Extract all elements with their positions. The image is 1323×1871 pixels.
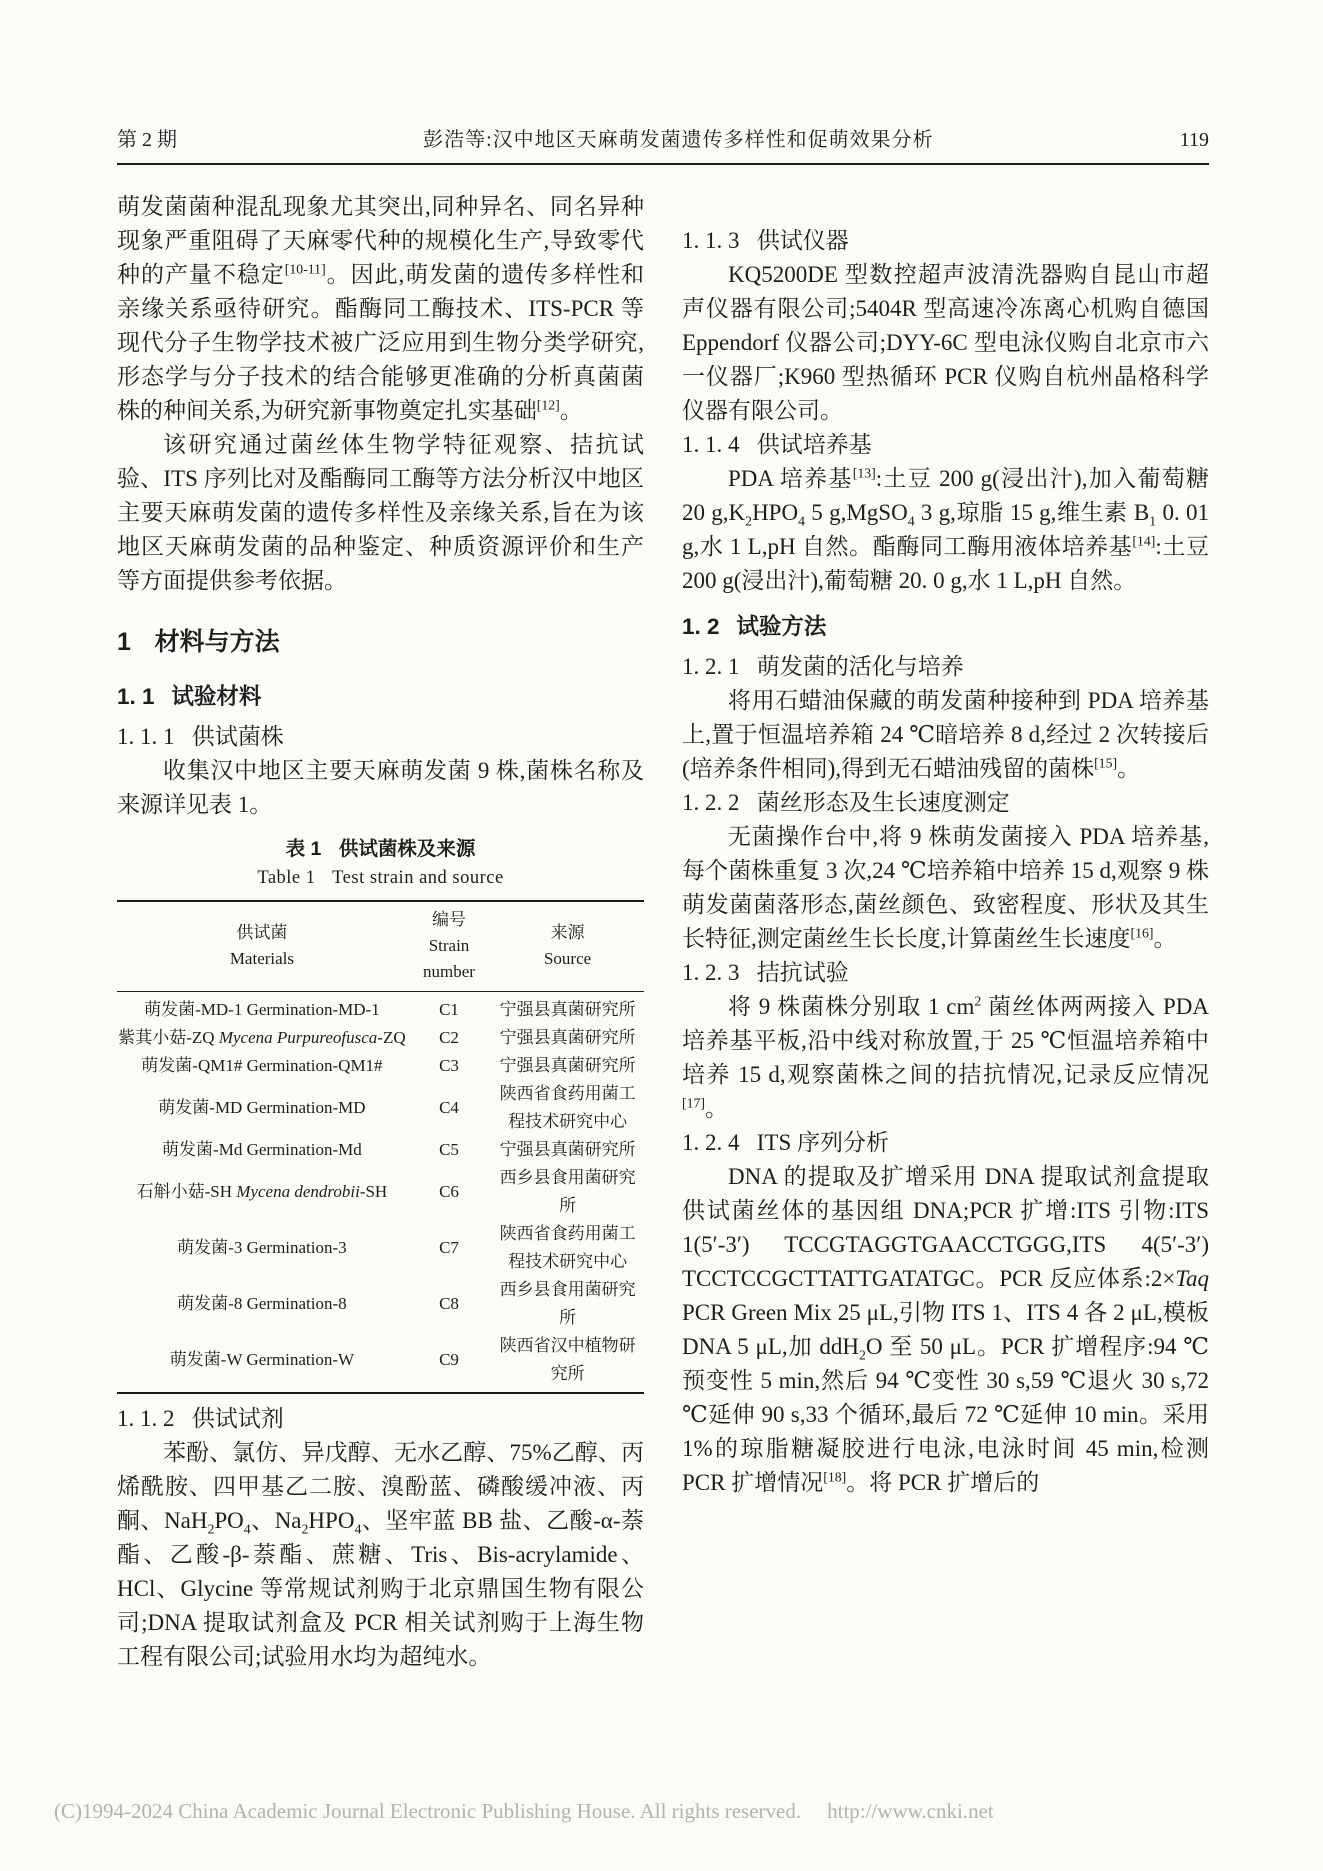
cell-source: 西乡县食用菌研究所 xyxy=(499,1168,636,1215)
cell-material: 石斛小菇-SH Mycena dendrobii-SH xyxy=(136,1182,388,1201)
cell-strain-number: C3 xyxy=(439,1056,459,1075)
cell-source: 陕西省食药用菌工程技术研究中心 xyxy=(499,1084,636,1131)
table-header-row xyxy=(117,901,644,992)
section-heading-1-2-1: 1. 2. 1 萌发菌的活化与培养 xyxy=(682,654,964,679)
table-caption-zh: 表 1 供试菌株及来源 xyxy=(285,838,476,860)
paragraph: 将用石蜡油保藏的萌发菌种接种到 PDA 培养基上,置于恒温培养箱 24 ℃暗培养 8 d,经过 2 次转接后(培养条件相同),得到无石蜡油残留的菌株[15]。 xyxy=(682,688,1209,781)
cell-strain-number: C4 xyxy=(439,1098,459,1117)
page-header xyxy=(117,128,1209,165)
cell-material: 萌发菌-MD-1 Germination-MD-1 xyxy=(144,1000,380,1019)
paragraph: 苯酚、氯仿、异戊醇、无水乙醇、75%乙醇、丙烯酰胺、四甲基乙二胺、溴酚蓝、磷酸缓冲液、丙酮、$NaH_2PO_4$、$Na_2HPO_4$、坚牢蓝 BB 盐、乙酸-α-萘酯、乙酸-β-萘酯、蔗糖、Tris、Bis-acrylamide、HCl、Glycine 等常规试剂购于北京鼎国生物有限公司;DNA 提取试剂盒及 PCR 相关试剂购于上海生物工程有限公司;试验用水均为超纯水。 xyxy=(117,1440,644,1669)
column-header: 供试菌 Materials xyxy=(117,901,407,992)
section-heading-1-1-4: 1. 1. 4 供试培养基 xyxy=(682,432,872,457)
cell-source: 陕西省食药用菌工程技术研究中心 xyxy=(499,1224,636,1271)
cell-material: 萌发菌-QM1# Germination-QM1# xyxy=(141,1056,383,1075)
table-row xyxy=(117,1276,644,1332)
section-heading-1-1-1: 1. 1. 1 供试菌株 xyxy=(117,724,284,749)
cell-strain-number: C8 xyxy=(439,1294,459,1313)
section-heading-1-2-4: 1. 2. 4 ITS 序列分析 xyxy=(682,1130,889,1155)
strains-table xyxy=(117,900,644,1394)
column-header: 编号 Strain number xyxy=(407,901,491,992)
cell-material: 萌发菌-8 Germination-8 xyxy=(177,1294,347,1313)
cell-source: 陕西省汉中植物研究所 xyxy=(499,1336,636,1383)
paragraph: DNA 的提取及扩增采用 DNA 提取试剂盒提取供试菌丝体的基因组 DNA;PCR 扩增:ITS 引物:ITS 1(5′-3′) TCCGTAGGTGAACCTGGG,ITS 4(5′-3′) TCCTCCGCTTATTGATATGC。PCR 反应体系:2×Taq PCR Green Mix 25 μL,引物 ITS 1、ITS 4 各 2 μL,模板 DNA 5 μL,加 ddH$_2$O 至 50 μL。PCR 扩增程序:94 ℃预变性 5 min,然后 94 ℃变性 30 s,59 ℃退火 30 s,72 ℃延伸 90 s,33 个循环,最后 72 ℃延伸 10 min。采用 1%的琼脂糖凝胶进行电泳,电泳时间 45 min,检测 PCR 扩增情况[18]。将 PCR 扩增后的 xyxy=(682,1164,1209,1495)
paragraph: 将 9 株菌株分别取 1 $cm^2$ 菌丝体两两接入 PDA 培养基平板,沿中线对称放置,于 25 ℃恒温培养箱中培养 15 d,观察菌株之间的拮抗情况,记录反应情况[17]。 xyxy=(682,993,1209,1121)
cell-material: 萌发菌-W Germination-W xyxy=(169,1350,355,1369)
paragraph: 萌发菌菌种混乱现象尤其突出,同种异名、同名异种现象严重阻碍了天麻零代种的规模化生产,导致零代种的产量不稳定[10-11]。因此,萌发菌的遗传多样性和亲缘关系亟待研究。酯酶同工酶技术、ITS-PCR 等现代分子生物学技术被广泛应用到生物分类学研究,形态学与分子技术的结合能够更准确的分析真菌菌株的种间关系,为研究新事物奠定扎实基础[12]。 xyxy=(117,194,645,423)
header-issue: 第 2 期 xyxy=(117,129,177,151)
table-row xyxy=(117,1052,644,1080)
footer-copyright: (C)1994-2024 China Academic Journal Electronic Publishing House. All rights reserved. xyxy=(54,1799,802,1823)
paragraph: 收集汉中地区主要天麻萌发菌 9 株,菌株名称及来源详见表 1。 xyxy=(117,758,644,817)
cell-source: 宁强县真菌研究所 xyxy=(499,1056,636,1075)
cell-source: 西乡县食用菌研究所 xyxy=(499,1280,636,1327)
cell-material: 紫萁小菇-ZQ Mycena Purpureofusca-ZQ xyxy=(118,1028,406,1047)
section-heading-1-2-2: 1. 2. 2 菌丝形态及生长速度测定 xyxy=(682,790,1010,815)
cell-strain-number: C1 xyxy=(439,1000,459,1019)
section-heading-1: 1 材料与方法 xyxy=(117,628,280,656)
table-caption-en: Table 1 Test strain and source xyxy=(257,868,504,888)
cell-material: 萌发菌-Md Germination-Md xyxy=(162,1140,362,1159)
table-row xyxy=(117,1024,644,1052)
cell-source: 宁强县真菌研究所 xyxy=(499,1140,636,1159)
cell-source: 宁强县真菌研究所 xyxy=(499,1000,636,1019)
section-heading-1-2-3: 1. 2. 3 拮抗试验 xyxy=(682,960,849,985)
table-row xyxy=(117,1332,644,1393)
table-row xyxy=(117,992,644,1025)
section-heading-1-2: 1. 2 试验方法 xyxy=(682,614,827,639)
cell-strain-number: C6 xyxy=(439,1182,459,1201)
strains-table-block xyxy=(117,836,644,1394)
cell-material: 萌发菌-3 Germination-3 xyxy=(177,1238,347,1257)
paragraph: 无菌操作台中,将 9 株萌发菌接入 PDA 培养基,每个菌株重复 3 次,24 ℃培养箱中培养 15 d,观察 9 株萌发菌菌落形态,菌丝颜色、致密程度、形状及其生长特征,测定菌丝生长长度,计算菌丝生长速度[16]。 xyxy=(682,824,1209,951)
paragraph: PDA 培养基[13]:土豆 200 g(浸出汁),加入葡萄糖 20 $g,K_2HPO_4$ 5 g,MgSO$_4$ 3 g,琼脂 15 g,维生素 $B_1$ 0. 01 g,水 1 L,pH 自然。酯酶同工酶用液体培养基[14]:土豆 200 g(浸出汁),葡萄糖 20. 0 g,水 1 L,pH 自然。 xyxy=(682,465,1209,593)
cell-material: 萌发菌-MD Germination-MD xyxy=(158,1098,366,1117)
paragraph: 该研究通过菌丝体生物学特征观察、拮抗试验、ITS 序列比对及酯酶同工酶等方法分析汉中地区主要天麻萌发菌的遗传多样性及亲缘关系,旨在为该地区天麻萌发菌的品种鉴定、种质资源评价和生产等方面提供参考依据。 xyxy=(117,432,644,593)
section-heading-1-1: 1. 1 试验材料 xyxy=(117,684,262,709)
table-row xyxy=(117,1080,644,1136)
cell-strain-number: C9 xyxy=(439,1350,459,1369)
table-row xyxy=(117,1164,644,1220)
column-header: 来源 Source xyxy=(491,901,644,992)
cell-strain-number: C5 xyxy=(439,1140,459,1159)
section-heading-1-1-3: 1. 1. 3 供试仪器 xyxy=(682,228,849,253)
left-column xyxy=(117,190,644,1674)
header-running-title: 彭浩等:汉中地区天麻萌发菌遗传多样性和促萌效果分析 xyxy=(423,129,934,151)
paragraph: KQ5200DE 型数控超声波清洗器购自昆山市超声仪器有限公司;5404R 型高速冷冻离心机购自德国 Eppendorf 仪器公司;DYY-6C 型电泳仪购自北京市六一仪器厂;K960 型热循环 PCR 仪购自杭州晶格科学仪器有限公司。 xyxy=(682,262,1209,423)
cell-strain-number: C2 xyxy=(439,1028,459,1047)
cell-source: 宁强县真菌研究所 xyxy=(499,1028,636,1047)
table-row xyxy=(117,1136,644,1164)
table-row xyxy=(117,1220,644,1276)
cell-strain-number: C7 xyxy=(439,1238,459,1257)
page-footer xyxy=(54,1798,1314,1824)
header-page-number: 119 xyxy=(1179,129,1209,151)
section-heading-1-1-2: 1. 1. 2 供试试剂 xyxy=(117,1406,284,1431)
footer-url: http://www.cnki.net xyxy=(827,1799,994,1823)
content-columns xyxy=(117,190,1209,1674)
right-column xyxy=(682,190,1209,1500)
